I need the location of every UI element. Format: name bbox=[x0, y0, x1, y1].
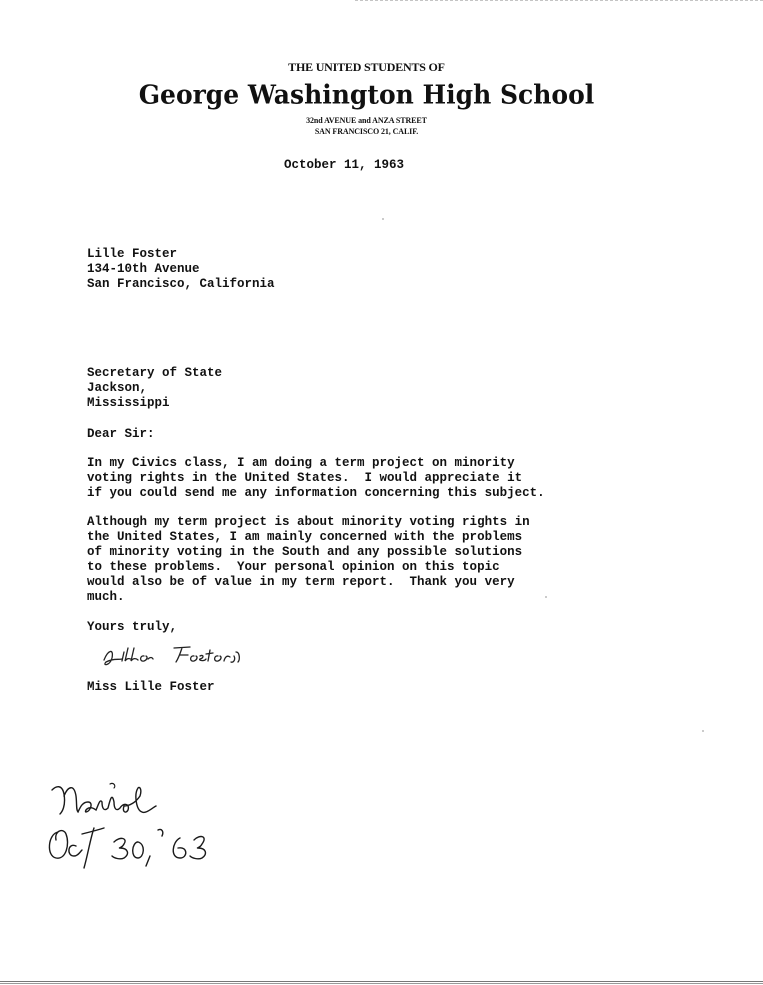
salutation: Dear Sir: bbox=[87, 427, 155, 441]
paragraph2-line: much. bbox=[87, 590, 125, 604]
paragraph1-line: In my Civics class, I am doing a term project on minority bbox=[87, 456, 515, 470]
paragraph2-line: the United States, I am mainly concerned with the problems bbox=[87, 530, 523, 544]
paragraph2-line: would also be of value in my term report. Thank you very bbox=[87, 575, 515, 589]
letterhead-school-name: George Washington High School bbox=[138, 79, 595, 110]
paragraph2-line: Although my term project is about minority voting rights in bbox=[87, 515, 530, 529]
sender-street: 134-10th Avenue bbox=[87, 262, 200, 276]
sender-name: Lille Foster bbox=[87, 247, 178, 261]
paragraph1-line: if you could send me any information concerning this subject. bbox=[87, 486, 545, 500]
paragraph1-line: voting rights in the United States. I would appreciate it bbox=[87, 471, 523, 485]
signature bbox=[100, 640, 270, 670]
page-bottom-edge bbox=[0, 981, 763, 982]
letter-date: October 11, 1963 bbox=[284, 158, 405, 172]
paragraph2-line: of minority voting in the South and any possible solutions bbox=[87, 545, 523, 559]
paper-speck bbox=[702, 730, 704, 732]
closing: Yours truly, bbox=[87, 620, 178, 634]
letterhead-line1: THE UNITED STUDENTS OF bbox=[288, 60, 445, 74]
paragraph2-line: to these problems. Your personal opinion on this topic bbox=[87, 560, 500, 574]
handwritten-mailed-note bbox=[40, 772, 220, 872]
paper-speck bbox=[382, 218, 384, 220]
recipient-city: Jackson, bbox=[87, 381, 148, 395]
page-top-edge bbox=[355, 0, 763, 1]
sender-city: San Francisco, California bbox=[87, 277, 275, 291]
letterhead-address-line2: SAN FRANCISCO 21, CALIF. bbox=[314, 127, 419, 136]
letterhead-address-line1: 32nd AVENUE and ANZA STREET bbox=[306, 116, 427, 125]
signed-name: Miss Lille Foster bbox=[87, 680, 215, 694]
page-bottom-edge bbox=[0, 983, 763, 984]
recipient-title: Secretary of State bbox=[87, 366, 223, 380]
paper-speck bbox=[545, 596, 547, 598]
recipient-state: Mississippi bbox=[87, 396, 170, 410]
